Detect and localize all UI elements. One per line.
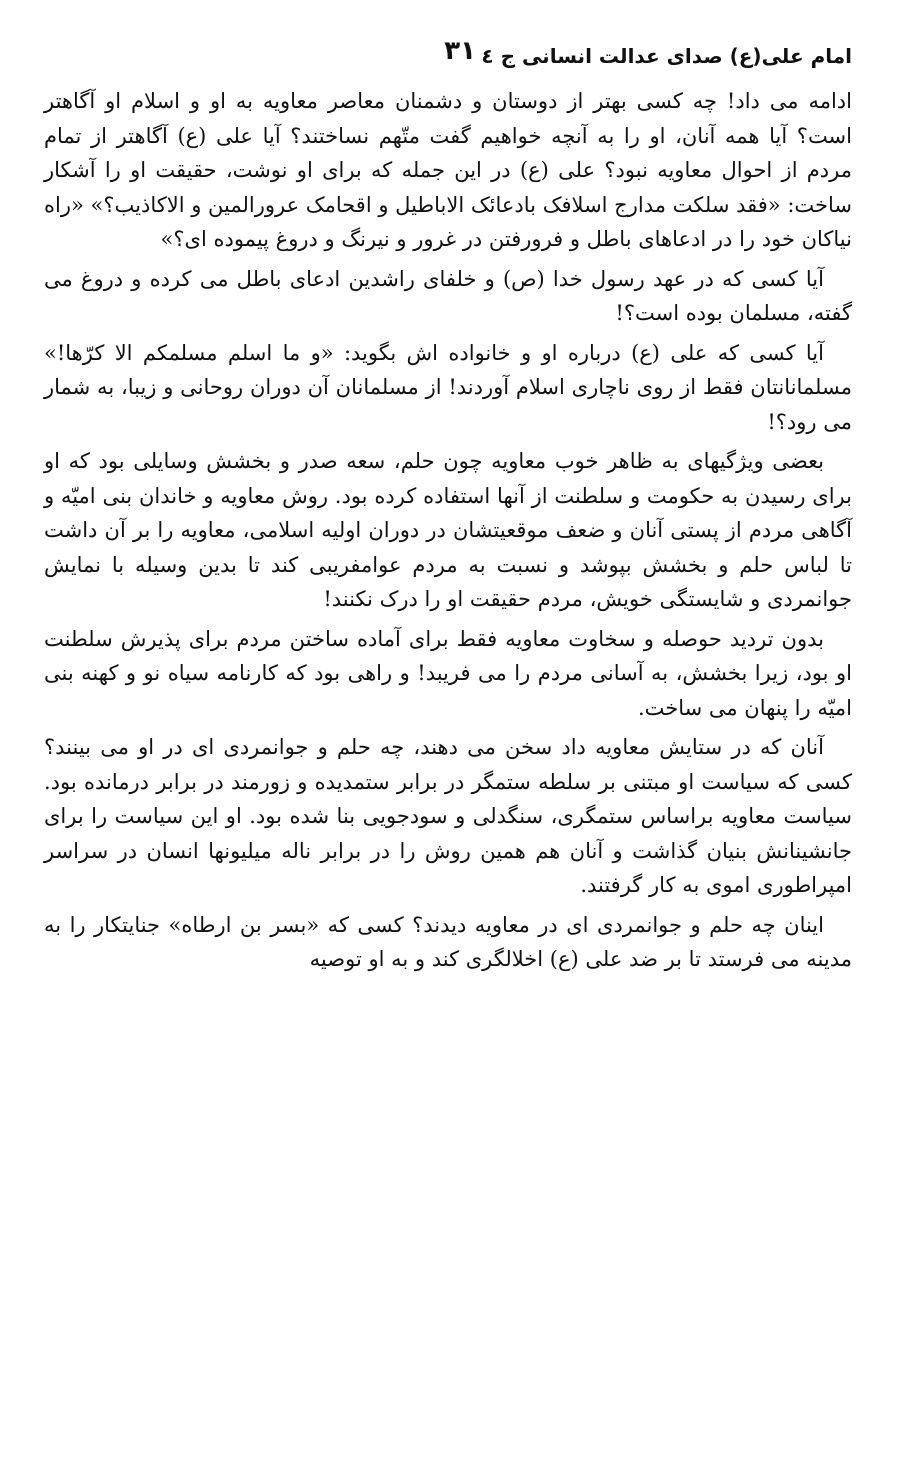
- paragraph: ادامه می داد! چه کسی بهتر از دوستان و دشمنان معاصر معاویه به او و اسلام او آگاهتر است؟ آیا همه آنان، او را به آنچه خواهیم گفت متّهم نساختند؟ آیا علی (ع) آگاهتر از تمام مردم از احوال معاویه نبود؟ علی (ع) در این جمله که برای او نوشت، حقیقت او را آشکار ساخت: «فقد سلکت مدارج اسلافک بادعائک الاباطیل و اقحامک عرورالمین و الاکاذیب؟» «راه نیاکان خود را در ادعاهای باطل و فرورفتن در غرور و نیرنگ و دروغ پیموده ای؟»: [44, 89, 852, 251]
- paragraph: آیا کسی که علی (ع) درباره او و خانواده اش بگوید: «و ما اسلم مسلمکم الا کرّها!» مسلمانانتان فقط از روی ناچاری اسلام آوردند! از مسلمانان آن دوران روحانی و زیبا، به شمار می رود؟!: [44, 340, 852, 434]
- paragraph: بدون تردید حوصله و سخاوت معاویه فقط برای آماده ساختن مردم برای پذیرش سلطنت او بود، زیرا بخشش، به آسانی مردم را می فریبد! و راهی بود که کارنامه سیاه نو و کهنه بنی امیّه را پنهان می ساخت.: [44, 626, 852, 720]
- paragraph: اینان چه حلم و جوانمردی ای در معاویه دیدند؟ کسی که «بسر بن ارطاه» جنایتکار را به مدینه می فرستد تا بر ضد علی (ع) اخلالگری کند و به او توصیه: [44, 912, 852, 971]
- paragraph: آیا کسی که در عهد رسول خدا (ص) و خلفای راشدین ادعای باطل می کرده و دروغ می گفته، مسلمان بوده است؟!: [44, 266, 852, 325]
- running-title: امام علی(ع) صدای عدالت انسانی ج ٤: [481, 44, 852, 68]
- document-page: [44, 0, 852, 1479]
- body-text: [44, 84, 852, 982]
- page-number: ٣١: [444, 36, 476, 66]
- paragraph: آنان که در ستایش معاویه داد سخن می دهند، چه حلم و جوانمردی ای در او می بینند؟ کسی که سیاست او مبتنی بر سلطه ستمگر در برابر ستمدیده و زورمند در برابر درمانده بود. سیاست معاویه براساس ستمگری، سنگدلی و سودجویی بنا شده بود. او این سیاست را برای جانشینانش بنیان گذاشت و آنان هم همین روش را در برابر ناله میلیونها انسان در سراسر امپراطوری اموی به کار گرفتند.: [44, 735, 852, 897]
- page-header: [44, 36, 852, 80]
- paragraph: بعضی ویژگیهای به ظاهر خوب معاویه چون حلم، سعه صدر و بخشش وسایلی بود که او برای رسیدن به حکومت و سلطنت از آنها استفاده کرده بود. روش معاویه و خاندان بنی امیّه و آگاهی مردم از پستی آنان و ضعف موقعیتشان در دوران اولیه اسلامی، معاویه را بر آن داشت تا لباس حلم و بخشش بپوشد و نسبت به مردم عوامفریبی کند تا بدین وسیله با نمایش جوانمردی و شایستگی خویش، مردم حقیقت او را درک نکنند!: [44, 449, 852, 611]
